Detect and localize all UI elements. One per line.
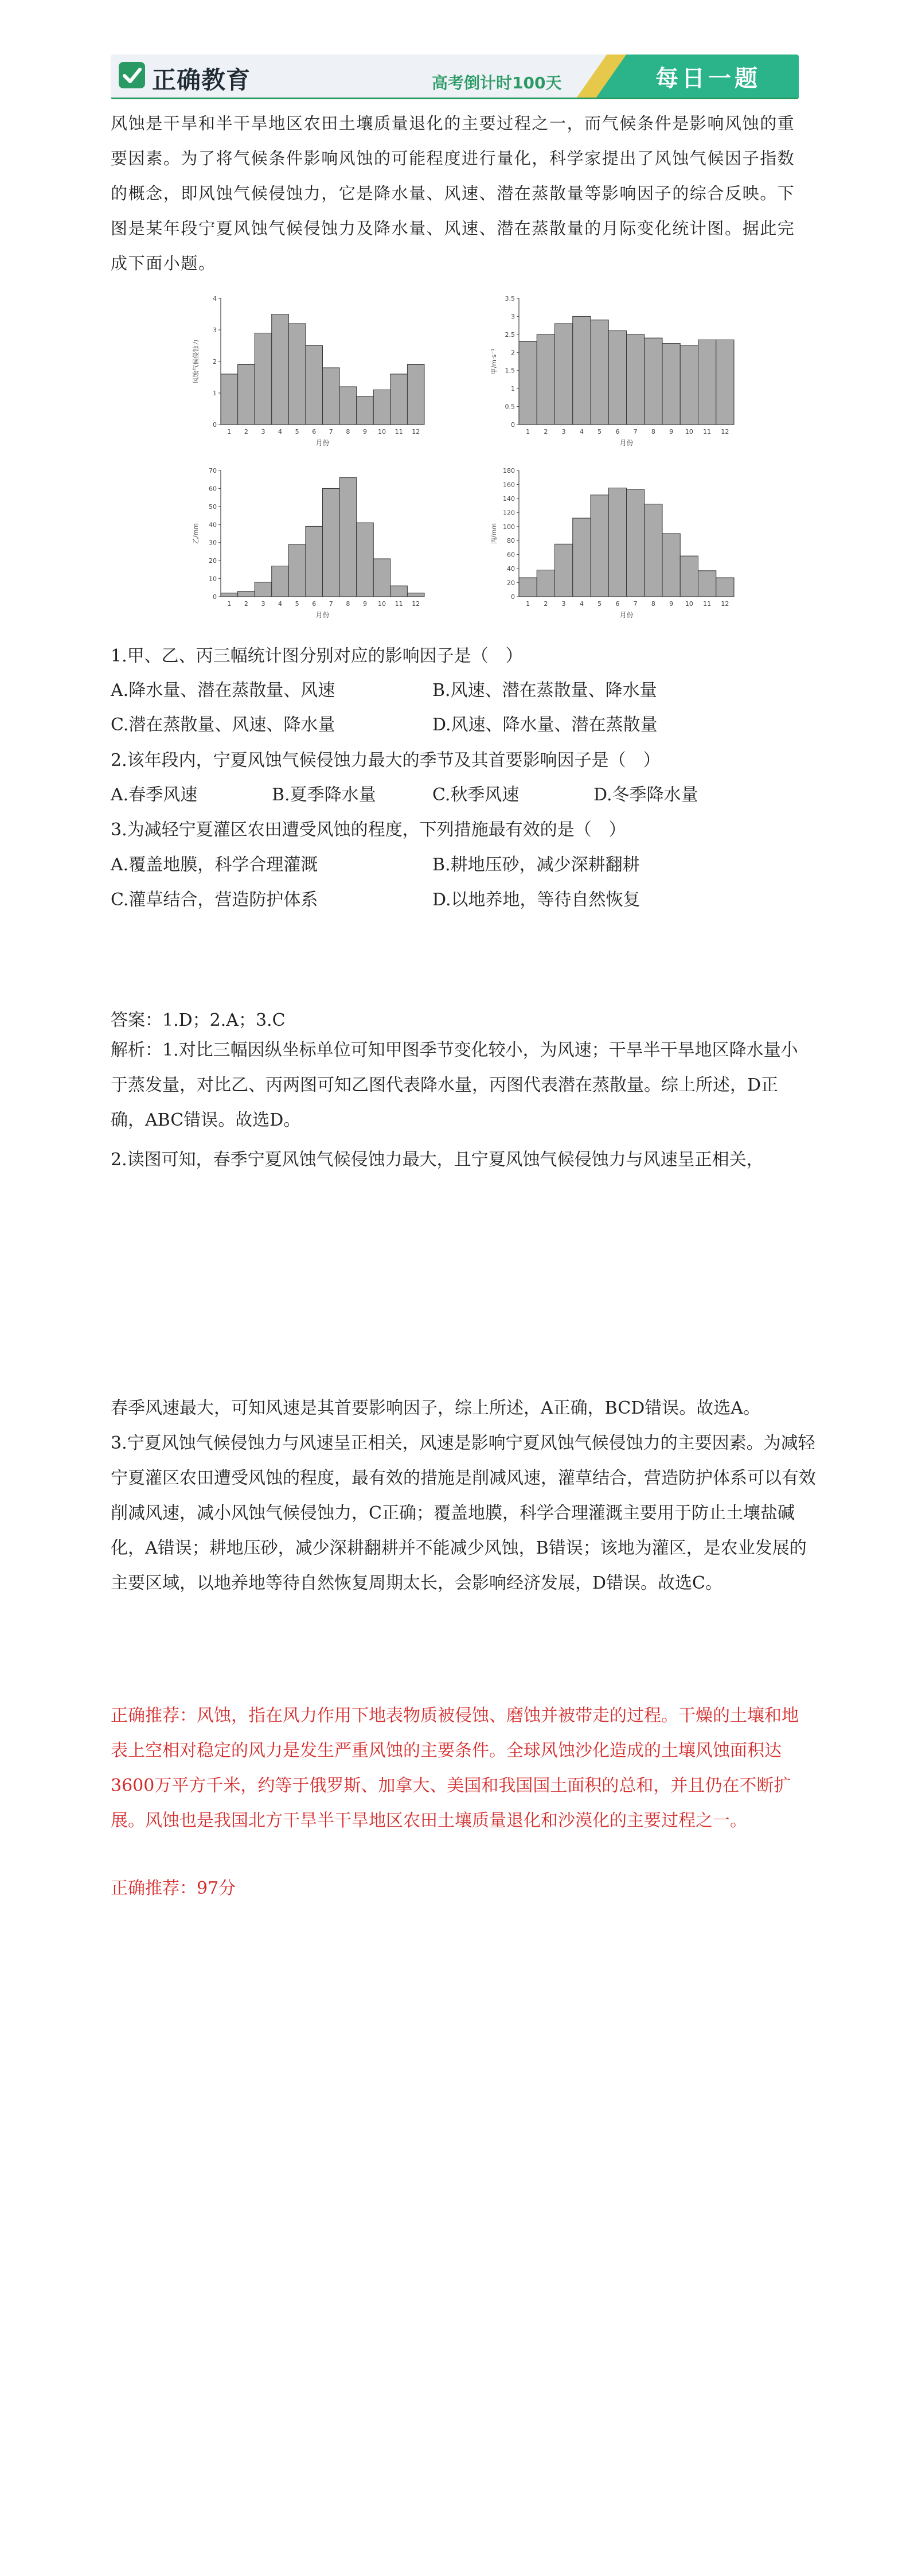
x-tick-label: 8 <box>346 428 350 435</box>
x-tick-label: 8 <box>651 428 655 435</box>
y-tick-label: 3.5 <box>505 295 515 302</box>
x-tick-label: 6 <box>615 600 620 608</box>
x-tick-label: 4 <box>278 600 283 608</box>
y-axis-label: 风蚀气候侵蚀力 <box>192 339 200 384</box>
y-tick-label: 1.5 <box>505 367 515 375</box>
x-tick-label: 12 <box>412 428 420 435</box>
y-axis-label: 甲/m·s⁻¹ <box>490 348 498 375</box>
bar <box>339 387 357 425</box>
y-tick-label: 30 <box>209 539 217 547</box>
bar <box>645 504 662 597</box>
y-tick-label: 120 <box>503 509 515 517</box>
brand-name: 正确教育 <box>152 66 251 94</box>
bar <box>698 571 716 597</box>
y-tick-label: 40 <box>209 521 217 529</box>
y-axis-label: 乙/mm <box>192 523 200 544</box>
x-tick-label: 8 <box>346 600 350 608</box>
analysis-part1: 解析：1.对比三幅因纵坐标单位可知甲图季节变化较小，为风速；干旱半干旱地区降水量小于蒸发量，对比乙、丙两图可知乙图代表降水量，丙图代表潜在蒸散量。综上所述，D正确，ABC错误。故选D。 <box>111 1040 798 1130</box>
bar <box>390 586 408 597</box>
y-tick-label: 2 <box>511 349 515 357</box>
bar <box>221 374 238 425</box>
x-tick-label: 9 <box>669 600 674 608</box>
x-axis-label: 月份 <box>315 611 330 619</box>
bar <box>272 566 289 597</box>
y-tick-label: 0 <box>213 593 217 601</box>
bar <box>591 320 608 425</box>
q2-option-c: C.秋季风速 <box>432 785 520 805</box>
bar <box>537 334 554 425</box>
x-tick-label: 3 <box>561 428 566 435</box>
bar <box>323 368 340 425</box>
bar <box>573 518 591 597</box>
x-tick-label: 1 <box>526 600 530 608</box>
q3-option-d: D.以地养地，等待自然恢复 <box>432 890 640 910</box>
bar <box>306 346 323 425</box>
x-tick-label: 5 <box>597 428 602 435</box>
banner-underline <box>111 98 799 99</box>
answer-line: 答案：1.D；2.A；3.C <box>111 1010 286 1030</box>
y-tick-label: 0 <box>511 593 515 601</box>
bar <box>716 578 734 597</box>
bar <box>555 544 573 597</box>
q2-option-a: A.春季风速 <box>111 785 198 805</box>
recommend-score: 正确推荐：97分 <box>111 1878 236 1898</box>
bar <box>627 489 645 597</box>
x-tick-label: 3 <box>561 600 566 608</box>
x-tick-label: 4 <box>579 600 584 608</box>
bar <box>680 345 698 425</box>
y-tick-label: 40 <box>507 565 515 573</box>
check-logo-icon <box>119 62 145 88</box>
x-axis-label: 月份 <box>619 439 634 447</box>
bar <box>357 523 374 597</box>
q2-option-d: D.冬季降水量 <box>593 785 698 805</box>
x-tick-label: 7 <box>633 600 638 608</box>
bar <box>390 374 408 425</box>
x-tick-label: 9 <box>362 428 367 435</box>
y-tick-label: 100 <box>503 523 515 531</box>
x-tick-label: 1 <box>227 600 232 608</box>
bar <box>573 316 591 425</box>
x-tick-label: 12 <box>721 428 729 435</box>
x-tick-label: 2 <box>544 428 548 435</box>
bar <box>407 593 424 597</box>
y-tick-label: 70 <box>209 467 217 474</box>
bar <box>255 333 272 425</box>
y-tick-label: 140 <box>503 495 515 503</box>
countdown-text: 高考倒计时100天 <box>432 73 562 92</box>
x-tick-label: 5 <box>295 428 299 435</box>
x-tick-label: 7 <box>329 600 333 608</box>
x-tick-label: 4 <box>278 428 283 435</box>
x-tick-label: 1 <box>227 428 232 435</box>
x-tick-label: 9 <box>669 428 674 435</box>
x-tick-label: 10 <box>378 600 386 608</box>
q1-option-a: A.降水量、潜在蒸散量、风速 <box>111 680 335 701</box>
bar <box>357 396 374 425</box>
intro-paragraph: 风蚀是干旱和半干旱地区农田土壤质量退化的主要过程之一，而气候条件是影响风蚀的重要因素。为了将气候条件影响风蚀的可能程度进行量化，科学家提出了风蚀气候因子指数的概念，即风蚀气候侵蚀力，它是降水量、风速、潜在蒸散量等影响因子的综合反映。下图是某年段宁夏风蚀气候侵蚀力及降水量、风速、潜在蒸散量的月际变化统计图。据此完成下面小题。 <box>111 114 795 273</box>
bar <box>537 570 554 597</box>
q3-option-b: B.耕地压砂，减少深耕翻耕 <box>432 855 640 875</box>
y-tick-label: 1 <box>213 390 217 397</box>
x-tick-label: 10 <box>685 428 693 435</box>
y-tick-label: 3 <box>511 313 515 321</box>
bar <box>555 324 573 425</box>
chart-erosivity <box>183 287 436 459</box>
x-tick-label: 1 <box>526 428 530 435</box>
analysis-part3: 3.宁夏风蚀气候侵蚀力与风速呈正相关，风速是影响宁夏风蚀气候侵蚀力的主要因素。为减轻宁夏灌区农田遭受风蚀的程度，最有效的措施是削减风速，灌草结合，营造防护体系可以有效削减风速，减小风蚀气候侵蚀力，C正确；覆盖地膜，科学合理灌溉主要用于防止土壤盐碱化，A错误；耕地压砂，减少深耕翻耕并不能减少风蚀，B错误；该地为灌区，是农业发展的主要区域，以地养地等待自然恢复周期太长，会影响经济发展，D错误。故选C。 <box>111 1433 816 1593</box>
bar <box>373 390 390 425</box>
bar <box>407 365 424 425</box>
x-tick-label: 9 <box>362 600 367 608</box>
daily-badge-label: 每日一题 <box>655 65 761 92</box>
y-tick-label: 3 <box>213 326 217 334</box>
y-tick-label: 20 <box>507 579 515 587</box>
question-3-stem: 3.为减轻宁夏灌区农田遭受风蚀的程度，下列措施最有效的是（ ） <box>111 820 626 840</box>
bar <box>519 578 537 597</box>
q1-option-d: D.风速、降水量、潜在蒸散量 <box>432 715 658 735</box>
x-tick-label: 2 <box>544 600 548 608</box>
bar <box>288 324 306 425</box>
chart-jia <box>482 287 745 459</box>
bar <box>238 592 255 597</box>
q1-option-c: C.潜在蒸散量、风速、降水量 <box>111 715 335 735</box>
x-tick-label: 7 <box>329 428 333 435</box>
recommend-paragraph: 正确推荐：风蚀，指在风力作用下地表物质被侵蚀、磨蚀并被带走的过程。干燥的土壤和地表上空相对稳定的风力是发生严重风蚀的主要条件。全球风蚀沙化造成的土壤风蚀面积达3600万平方千米，约等于俄罗斯、加拿大、美国和我国国土面积的总和，并且仍在不断扩展。风蚀也是我国北方干旱半干旱地区农田土壤质量退化和沙漠化的主要过程之一。 <box>111 1706 799 1831</box>
x-axis-label: 月份 <box>619 611 634 619</box>
y-tick-label: 10 <box>209 575 217 583</box>
y-tick-label: 0 <box>213 421 217 429</box>
bar <box>221 593 238 597</box>
x-tick-label: 11 <box>703 428 712 435</box>
bar <box>662 534 680 597</box>
bar <box>680 556 698 597</box>
x-tick-label: 11 <box>395 428 403 435</box>
y-tick-label: 20 <box>209 557 217 565</box>
bar <box>716 340 734 425</box>
y-tick-label: 4 <box>213 295 217 302</box>
bar <box>591 495 608 597</box>
bar <box>645 338 662 425</box>
q2-option-b: B.夏季降水量 <box>272 785 376 805</box>
x-tick-label: 3 <box>261 600 265 608</box>
x-tick-label: 2 <box>244 428 248 435</box>
question-2-stem: 2.该年段内，宁夏风蚀气候侵蚀力最大的季节及其首要影响因子是（ ） <box>111 750 661 771</box>
x-tick-label: 3 <box>261 428 265 435</box>
x-tick-label: 11 <box>395 600 403 608</box>
bar <box>698 340 716 425</box>
chart-bing <box>482 459 745 631</box>
y-tick-label: 60 <box>209 485 217 493</box>
x-tick-label: 10 <box>378 428 386 435</box>
bar <box>255 582 272 597</box>
header-banner <box>111 55 799 99</box>
y-tick-label: 50 <box>209 503 217 511</box>
y-tick-label: 160 <box>503 481 515 489</box>
y-axis-label: 丙/mm <box>490 523 498 544</box>
analysis-part2a: 2.读图可知，春季宁夏风蚀气候侵蚀力最大，且宁夏风蚀气候侵蚀力与风速呈正相关， <box>111 1150 764 1170</box>
bar <box>373 559 390 597</box>
x-tick-label: 8 <box>651 600 655 608</box>
bar <box>272 314 289 425</box>
bar <box>608 488 626 597</box>
y-tick-label: 1 <box>511 385 515 393</box>
y-tick-label: 0.5 <box>505 403 515 411</box>
y-tick-label: 60 <box>507 551 515 559</box>
x-tick-label: 5 <box>295 600 299 608</box>
x-tick-label: 5 <box>597 600 602 608</box>
analysis-part2b: 春季风速最大，可知风速是其首要影响因子，综上所述，A正确，BCD错误。故选A。 <box>111 1398 760 1418</box>
y-tick-label: 80 <box>507 537 515 545</box>
bar <box>339 478 357 597</box>
y-tick-label: 0 <box>511 421 515 429</box>
q3-option-c: C.灌草结合，营造防护体系 <box>111 890 318 910</box>
bar <box>662 344 680 425</box>
bar <box>519 341 537 425</box>
y-tick-label: 180 <box>503 467 515 474</box>
x-tick-label: 6 <box>312 428 317 435</box>
x-tick-label: 6 <box>312 600 317 608</box>
x-tick-label: 12 <box>412 600 420 608</box>
x-tick-label: 7 <box>633 428 638 435</box>
chart-yi <box>183 459 436 631</box>
bar <box>288 544 306 597</box>
y-tick-label: 2.5 <box>505 330 515 338</box>
x-tick-label: 11 <box>703 600 712 608</box>
question-1-stem: 1.甲、乙、丙三幅统计图分别对应的影响因子是（ ） <box>111 646 523 666</box>
bar <box>323 488 340 597</box>
x-tick-label: 4 <box>579 428 584 435</box>
bar <box>238 365 255 425</box>
x-axis-label: 月份 <box>315 439 330 447</box>
y-tick-label: 2 <box>213 358 217 365</box>
bar <box>306 526 323 597</box>
x-tick-label: 6 <box>615 428 620 435</box>
q1-option-b: B.风速、潜在蒸散量、降水量 <box>432 680 657 701</box>
x-tick-label: 10 <box>685 600 693 608</box>
q3-option-a: A.覆盖地膜，科学合理灌溉 <box>111 855 318 875</box>
x-tick-label: 2 <box>244 600 248 608</box>
x-tick-label: 12 <box>721 600 729 608</box>
bar <box>608 331 626 425</box>
bar <box>627 334 645 425</box>
